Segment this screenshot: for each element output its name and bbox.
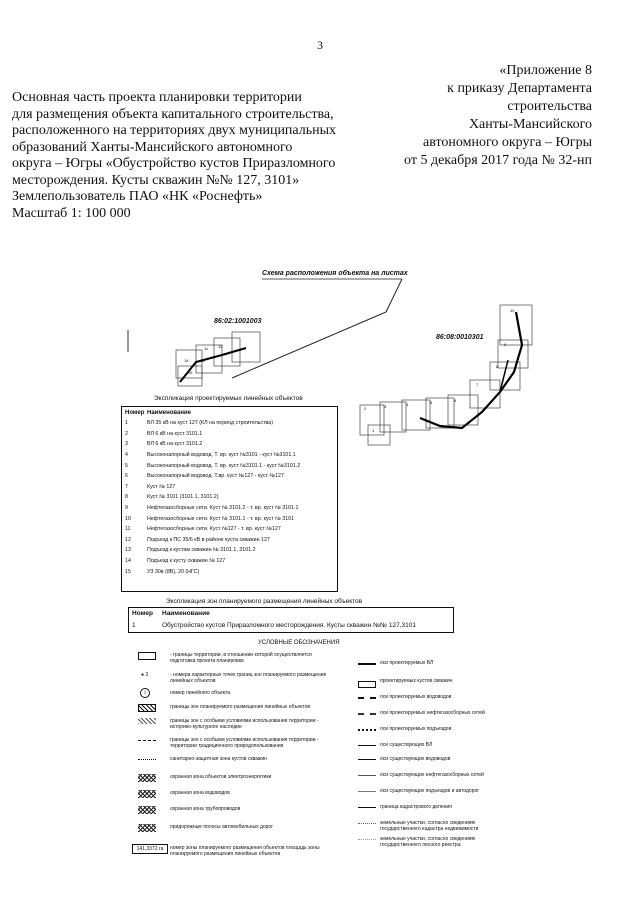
row-number: 13 [125, 547, 131, 554]
table-row [122, 492, 337, 503]
legend-label: оси существующих водоводов [380, 756, 451, 762]
legend-label: охранная зона трубопроводов [170, 806, 241, 812]
sheet-number: 15 [188, 370, 193, 375]
sheet-number: 4 [406, 402, 409, 407]
row-name: ВЛ 35 кВ на куст 127 (КЛ на период строительства) [147, 420, 273, 427]
legend-label: границы зон с особыми условиями использования территории - территории традиционного природопользования [170, 737, 319, 749]
legend-symbol-line [358, 663, 376, 665]
zone-table [128, 607, 454, 633]
description-line: образований Ханты-Мансийского автономного [12, 139, 293, 155]
row-number: 14 [125, 558, 131, 565]
legend-label: номер зоны планируемого размещения объектов площадь зоны планируемого размещения линейных объектов [170, 845, 320, 857]
appendix-line: автономного округа – Югры [423, 135, 592, 150]
legend-symbol-line [358, 823, 376, 824]
sheet-number: 1 [372, 428, 375, 433]
legend-symbol-line [358, 791, 376, 792]
row-name: Подъезд к ПС 35/6 кВ в районе куста скважин 127 [147, 536, 270, 543]
legend-label: границы зон планируемого размещения линейных объектов [170, 704, 311, 710]
table-row [122, 471, 337, 482]
legend-label: оси существующих ВЛ [380, 742, 433, 748]
legend-symbol-line [358, 807, 376, 808]
description-line: Масштаб 1: 100 000 [12, 205, 131, 221]
legend-label: оси проектируемых подъездов [380, 726, 452, 732]
legend-symbol-line [358, 759, 376, 760]
appendix-line: «Приложение 8 [499, 63, 592, 78]
legend-symbol-protection [138, 790, 156, 798]
row-name: Высоконапорный водовод. Т. вр. куст №3101.1 - куст №3101.2 [147, 462, 301, 469]
row-name: Подъезд к кустам скважин № 3101.1, 3101.2 [147, 547, 256, 554]
row-name: Высоконапорный водовод. Т.вр. куст №127 - куст №127 [147, 473, 284, 480]
sheet-number: 2 [364, 406, 367, 411]
header-name: Наименование [147, 409, 192, 416]
table-row [122, 545, 337, 556]
row-name: Подъезд к кусту скважин № 127 [147, 558, 226, 565]
sheet-number: 10 [510, 308, 515, 313]
sheet-number: 6 [454, 398, 457, 403]
legend-label: оси существующих подъездов и автодорог [380, 788, 480, 794]
row-name: Высоконапорный водовод. Т. вр. куст №3101 - куст №3101.1 [147, 452, 296, 459]
cadastral-label-left: 86:02:1001003 [214, 318, 262, 325]
table-row [122, 535, 337, 546]
row-name: Обустройство кустов Приразломного месторождения. Кусты скважин №№ 127,3101 [162, 621, 416, 629]
legend-symbol-protection [138, 806, 156, 814]
appendix-line: от 5 декабря 2017 года № 32-нп [404, 153, 592, 168]
page-number: 3 [317, 38, 323, 52]
legend-symbol-protection [138, 824, 156, 832]
row-number: 2 [125, 430, 128, 437]
legend-label: граница кадастрового деления [380, 804, 452, 810]
legend-label: - границы территории, в отношении которой осуществляется подготовка проекта планировки [170, 652, 312, 664]
appendix-line: строительства [507, 99, 592, 114]
cadastral-label-right: 86:08:0010301 [436, 334, 484, 341]
table-row [122, 482, 337, 493]
legend-marker-point: ● 3 [141, 672, 149, 678]
row-number: 11 [125, 526, 131, 533]
row-number: 7 [125, 483, 128, 490]
table-row [122, 460, 337, 471]
row-number: 3 [125, 441, 128, 448]
table-row [122, 513, 337, 524]
sheet-number: 7 [476, 382, 479, 387]
sheet-number: 8 [496, 364, 499, 369]
legend-label: оси проектируемых ВЛ [380, 660, 434, 666]
table-header-row [129, 608, 453, 620]
row-name: Нефтегазосборные сети. Куст № 3101.2 - т. вр. куст № 3101.1 [147, 505, 299, 512]
row-number: 1 [132, 621, 136, 629]
table-row [122, 556, 337, 567]
linear-table-title: Экспликация проектируемых линейных объектов [154, 395, 303, 402]
description-line: месторождения. Кусты скважин №№ 127, 3101» [12, 172, 300, 188]
legend-label: земельные участки, согласно сведениям государственного лесного реестра [380, 836, 475, 848]
legend-label: оси проектируемых нефтегазосборных сетей [380, 710, 485, 716]
legend-symbol-object-number: 1 [140, 688, 150, 698]
legend-symbol-zone [138, 704, 156, 712]
row-name: ВЛ 6 кВ на куст 3101.2 [147, 441, 203, 448]
legend-symbol-heritage [138, 718, 156, 724]
table-header-row [122, 407, 337, 418]
row-number: 8 [125, 494, 128, 501]
description-line: Основная часть проекта планировки территории [12, 90, 302, 105]
table-row [129, 620, 453, 632]
sheet-number: 9 [504, 342, 507, 347]
legend-label: номер линейного объекта [170, 690, 231, 696]
table-row [122, 450, 337, 461]
sheet-number: 14 [184, 358, 189, 363]
legend-symbol-traditional [138, 740, 156, 742]
table-row [122, 503, 337, 514]
linear-objects-table [121, 406, 338, 592]
table-row [122, 524, 337, 535]
zone-table-title: Экспликация зон планируемого размещения линейных объектов [166, 598, 363, 605]
row-number: 5 [125, 462, 128, 469]
row-number: 15 [125, 568, 131, 575]
row-name: Куст № 127 [147, 483, 176, 490]
sheet-number: 13 [200, 358, 205, 363]
row-name: Нефтегазосборные сети. Куст № 3101.1 - т. вр. куст № 3101 [147, 515, 295, 522]
description-line: Землепользователь ПАО «НК «Роснефть» [12, 189, 263, 204]
legend-title: УСЛОВНЫЕ ОБОЗНАЧЕНИЯ [258, 640, 340, 646]
legend-label: охранная зона объектов электроэнергетики [170, 774, 272, 780]
table-row [122, 418, 337, 429]
scheme-title: Схема расположения объекта на листах [262, 270, 408, 277]
row-name: Куст № 3101 (3101.1, 3101.2) [147, 494, 219, 501]
legend-label: проектируемых кустов скважин [380, 678, 453, 684]
legend-symbol-line [358, 681, 376, 688]
legend-label: придорожные полосы автомобильных дорог [170, 824, 274, 830]
row-number: 9 [125, 505, 128, 512]
row-number: 10 [125, 515, 131, 522]
legend-symbol-line [358, 839, 376, 840]
sheet-number: 11 [204, 346, 209, 351]
sheet-number: 5 [430, 400, 433, 405]
appendix-line: к приказу Департамента [447, 81, 592, 96]
legend-label: - номера характерных точек границ зон планируемого размещения линейных объектов [170, 672, 327, 684]
legend-label: санитарно-защитная зона кустов скважин [170, 756, 267, 762]
table-row [122, 439, 337, 450]
header-number: Номер [125, 409, 145, 416]
row-number: 6 [125, 473, 128, 480]
sheet-number: 3 [384, 404, 387, 409]
description-line: для размещения объекта капитального строительства, [12, 106, 334, 122]
row-number: 1 [125, 420, 128, 427]
legend-label: оси существующих нефтегазосборных сетей [380, 772, 484, 778]
legend-symbol-line [358, 697, 376, 699]
legend-symbol-line [358, 729, 376, 731]
legend-symbol-line [358, 713, 376, 715]
legend-symbol-sanitary [138, 759, 156, 760]
appendix-line: Ханты-Мансийского [468, 117, 592, 132]
row-name: Нефтегазосборные сети. Куст №127 - т. вр. куст №127 [147, 526, 281, 533]
sheet-number: 12 [218, 344, 223, 349]
row-number: 4 [125, 452, 128, 459]
header-number: Номер [132, 610, 153, 618]
row-number: 12 [125, 536, 131, 543]
legend-symbol-zone-area: 141,3372 га [132, 844, 168, 854]
legend-symbol-line [358, 745, 376, 746]
header-name: Наименование [162, 610, 210, 618]
legend-label: границы зон с особыми условиями использования территории - историко-культурное наследие [170, 718, 319, 730]
legend-label: оси проектируемых водоводов [380, 694, 452, 700]
table-row [122, 566, 337, 577]
row-name: УЗ 30в (8В), 20 (НГС) [147, 568, 200, 575]
table-row [122, 429, 337, 440]
legend-symbol-boundary [138, 652, 156, 660]
row-name: ВЛ 6 кВ на куст 3101.1 [147, 430, 203, 437]
legend-symbol-line [358, 775, 376, 776]
legend-symbol-protection [138, 774, 156, 782]
description-line: расположенного на территориях двух муниципальных [12, 123, 337, 138]
description-line: округа – Югры «Обустройство кустов Приразломного [12, 156, 336, 171]
legend-label: земельные участки, согласно сведениям государственного кадастра недвижимости [380, 820, 479, 832]
legend-label: охранная зона водоводов [170, 790, 230, 796]
